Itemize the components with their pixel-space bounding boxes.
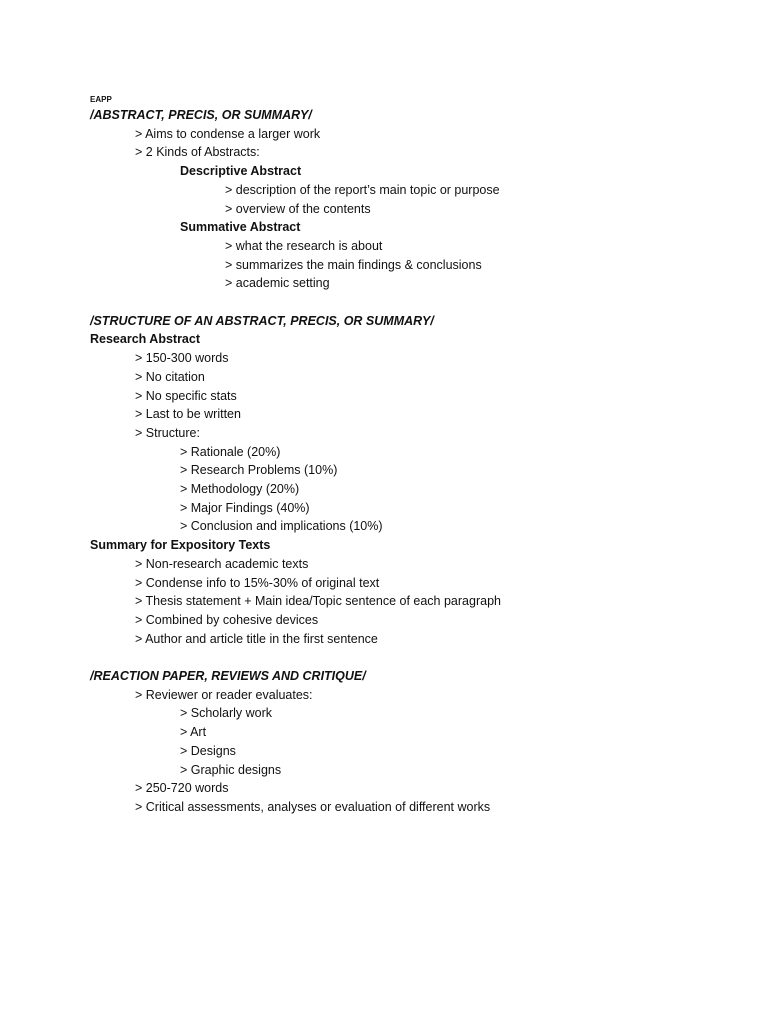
bullet-item: > Critical assessments, analyses or evaluation of different works (135, 799, 491, 814)
bullet-item: > summarizes the main findings & conclusions (225, 257, 482, 272)
subject-tag: EAPP (90, 95, 112, 104)
bullet-item: > description of the report’s main topic or purpose (225, 182, 500, 197)
bullet-item: > Scholarly work (180, 706, 273, 721)
bullet-item: > 150-300 words (135, 351, 229, 366)
bullet-item: > Thesis statement + Main idea/Topic sentence of each paragraph (135, 594, 501, 609)
bullet-item: > Reviewer or reader evaluates: (135, 687, 313, 702)
bullet-item: > Combined by cohesive devices (135, 612, 319, 627)
bullet-item: > 250-720 words (135, 781, 229, 796)
bullet-item: > Aims to condense a larger work (135, 126, 321, 141)
bullet-item: > Structure: (135, 425, 200, 440)
bullet-item: > Conclusion and implications (10%) (180, 519, 383, 534)
subheading-expository-summary: Summary for Expository Texts (90, 538, 271, 553)
section-heading-reaction-paper: /REACTION PAPER, REVIEWS AND CRITIQUE/ (90, 669, 366, 684)
bullet-item: > Graphic designs (180, 762, 282, 777)
bullet-item: > overview of the contents (225, 201, 371, 216)
bullet-item: > 2 Kinds of Abstracts: (135, 145, 260, 160)
subheading-descriptive-abstract: Descriptive Abstract (180, 164, 302, 179)
subheading-summative-abstract: Summative Abstract (180, 220, 301, 235)
bullet-item: > Author and article title in the first sentence (135, 631, 378, 646)
bullet-item: > Research Problems (10%) (180, 463, 338, 478)
section-heading-structure: /STRUCTURE OF AN ABSTRACT, PRECIS, OR SUMMARY/ (90, 313, 434, 328)
bullet-item: > Major Findings (40%) (180, 500, 310, 515)
bullet-item: > Rationale (20%) (180, 444, 281, 459)
spacer (90, 293, 730, 312)
bullet-item: > what the research is about (225, 238, 383, 253)
section-heading-abstract: /ABSTRACT, PRECIS, OR SUMMARY/ (90, 108, 312, 122)
bullet-item: > Condense info to 15%-30% of original text (135, 575, 380, 590)
bullet-item: > academic setting (225, 276, 330, 291)
bullet-item: > Methodology (20%) (180, 482, 300, 497)
bullet-item: > No citation (135, 369, 205, 384)
bullet-item: > Last to be written (135, 407, 241, 422)
bullet-item: > Non-research academic texts (135, 556, 309, 571)
document-page (90, 94, 730, 817)
bullet-item: > Art (180, 725, 207, 740)
subheading-research-abstract: Research Abstract (90, 332, 201, 347)
bullet-item: > No specific stats (135, 388, 237, 403)
bullet-item: > Designs (180, 743, 236, 758)
spacer (90, 648, 730, 667)
